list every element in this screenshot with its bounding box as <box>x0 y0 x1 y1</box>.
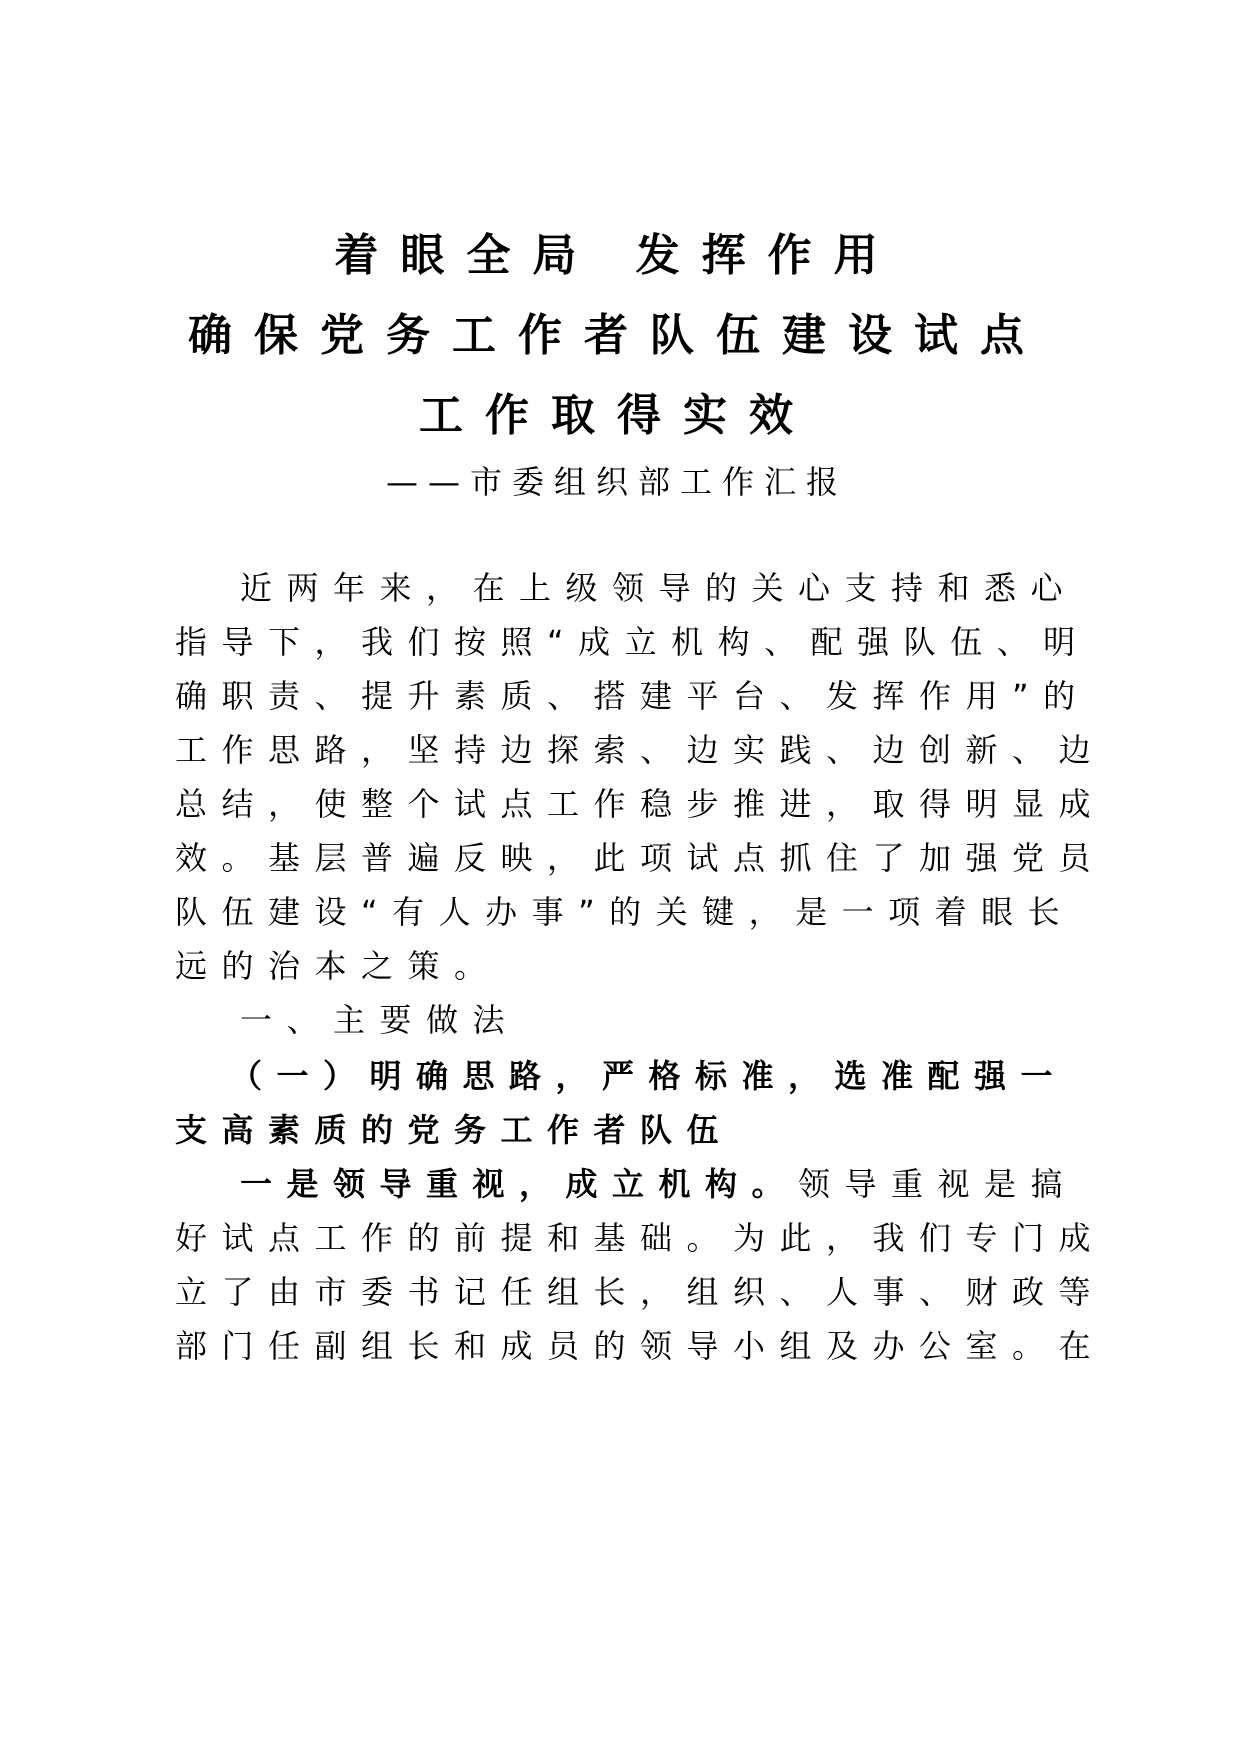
body-line: 近两年来，在上级领导的关心支持和悉心 <box>240 569 1078 607</box>
section-heading: 一、主要做法 <box>240 1001 520 1039</box>
subsection-heading-line-2: 支高素质的党务工作者队伍 <box>175 1111 734 1149</box>
body-line: 确职责、提升素质、搭建平台、发挥作用”的 <box>175 677 1090 715</box>
title-line-2: 确保党务工作者队伍建设试点 <box>188 310 1046 361</box>
title-line-1: 着眼全局 发挥作用 <box>334 230 900 281</box>
body-line: 部门任副组长和成员的领导小组及办公室。在 <box>175 1327 1106 1365</box>
body-line: 远的治本之策。 <box>175 947 501 985</box>
point-one-lead: 一是领导重视，成立机构。 <box>240 1165 799 1203</box>
body-line: 效。基层普遍反映，此项试点抓住了加强党员 <box>175 839 1106 877</box>
subsection-heading-line-1: （一）明确思路，严格标准，选准配强一 <box>230 1057 1068 1095</box>
body-line: 立了由市委书记任组长，组织、人事、财政等 <box>175 1273 1106 1311</box>
point-one-first-line-rest: 领导重视是搞 <box>798 1165 1078 1203</box>
body-line: 总结，使整个试点工作稳步推进，取得明显成 <box>175 785 1106 823</box>
body-line: 好试点工作的前提和基础。为此，我们专门成 <box>175 1219 1106 1257</box>
body-line: 指导下，我们按照“成立机构、配强队伍、明 <box>175 623 1090 661</box>
body-line: 工作思路，坚持边探索、边实践、边创新、边 <box>175 731 1106 769</box>
title-line-3: 工作取得实效 <box>419 390 815 441</box>
point-one-first-line <box>240 1164 1130 1204</box>
subtitle: ——市委组织部工作汇报 <box>385 463 848 501</box>
body-line: 队伍建设“有人办事”的关键，是一项着眼长 <box>175 893 1075 931</box>
